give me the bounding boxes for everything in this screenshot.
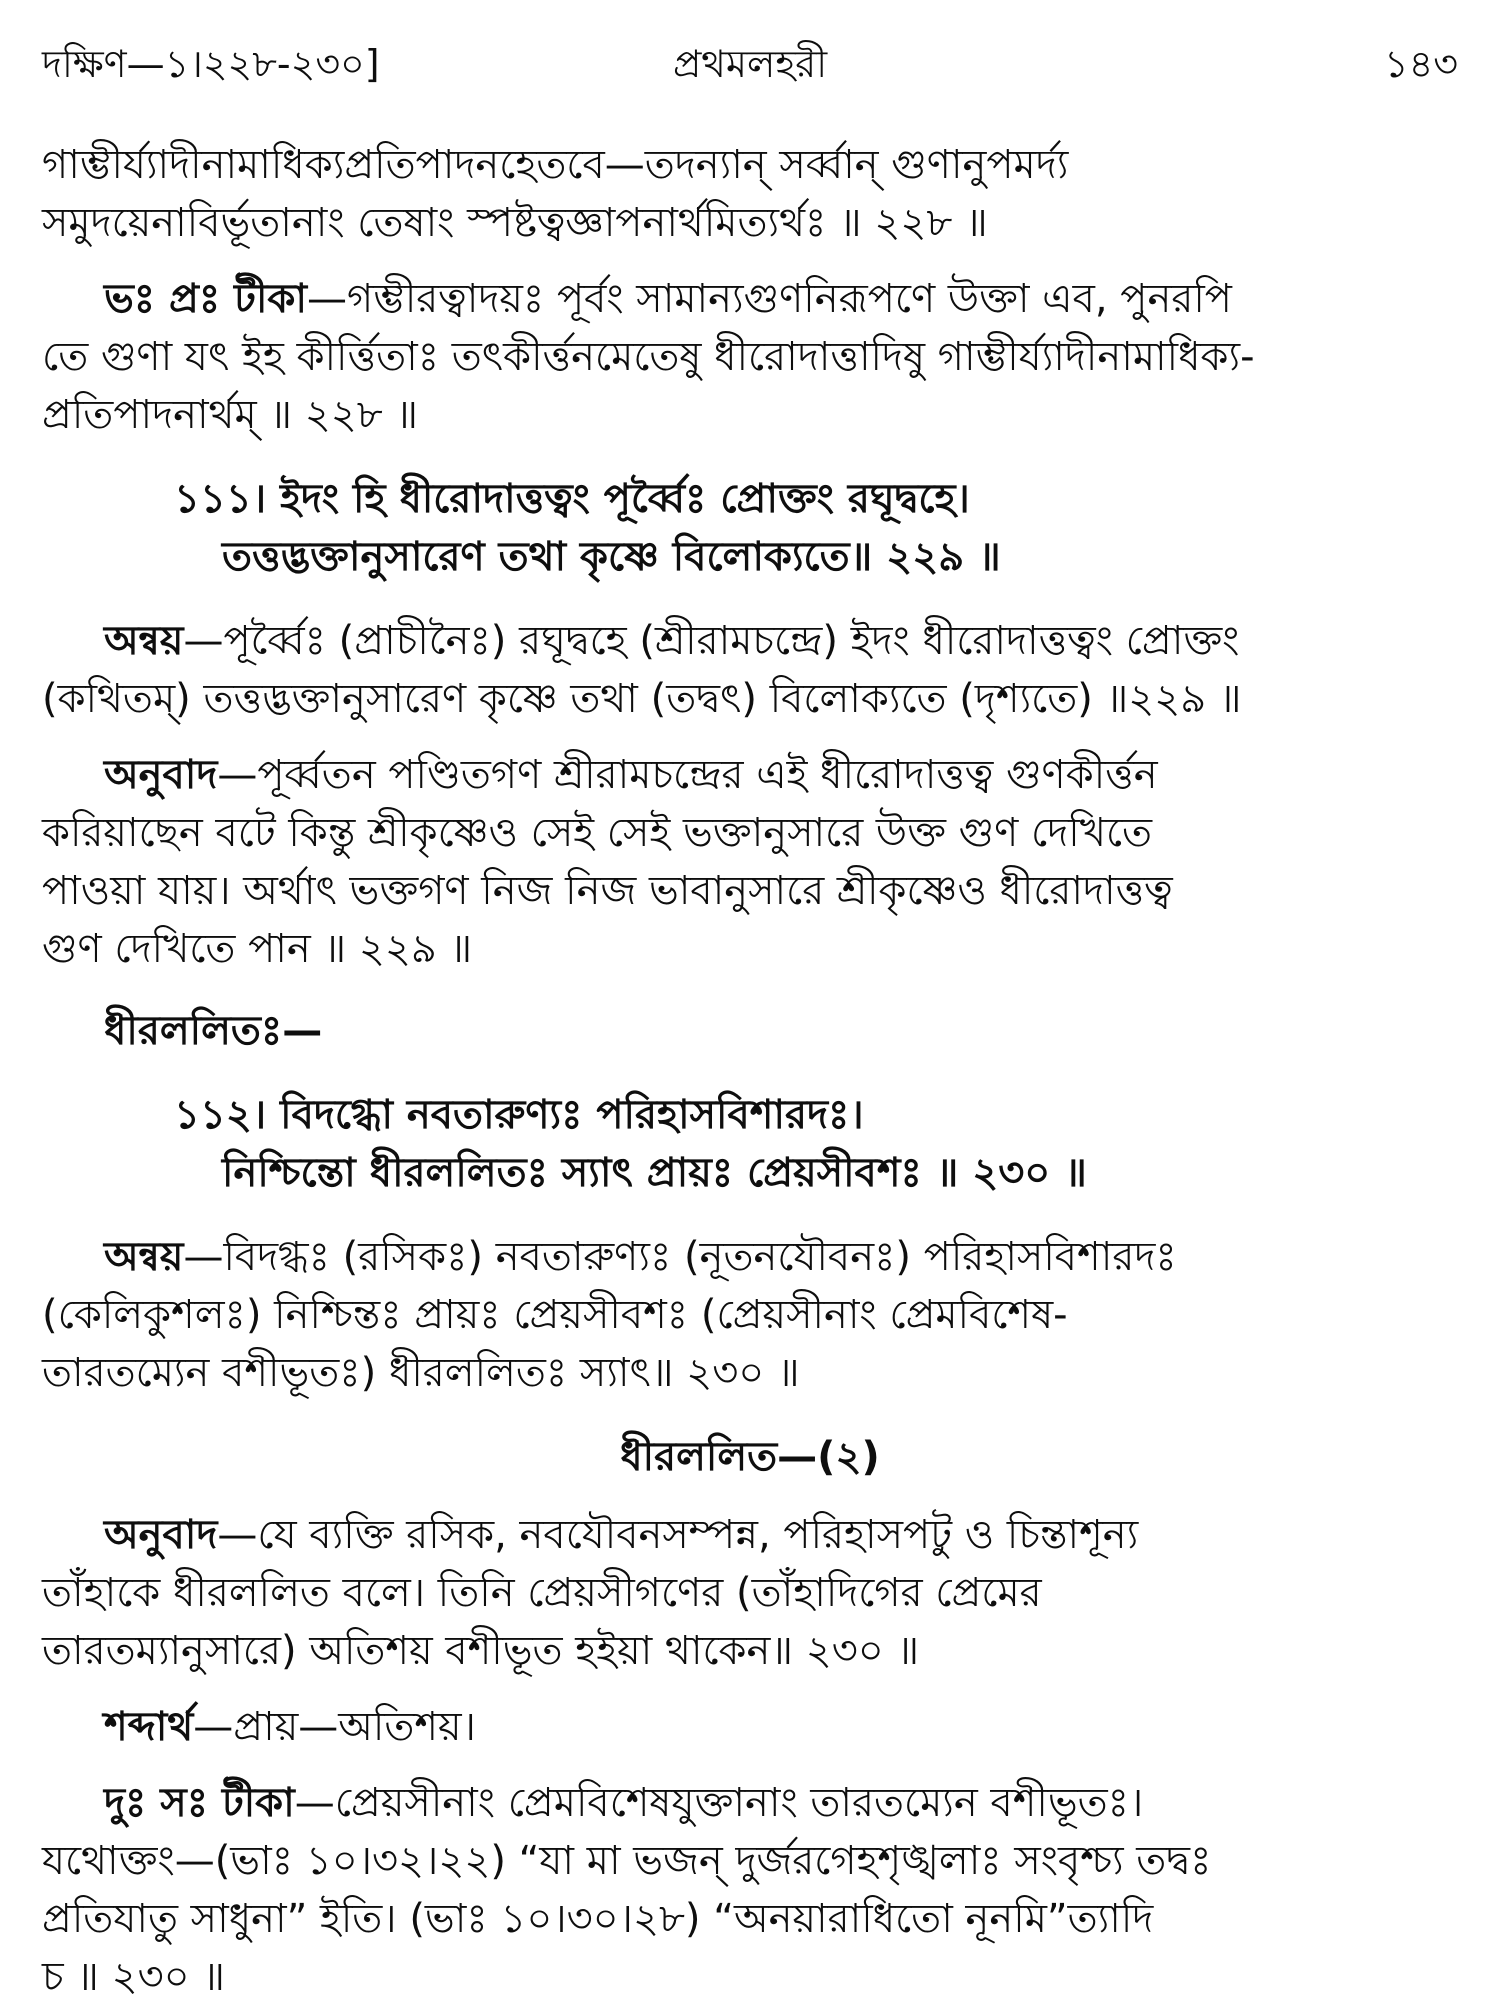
- text-line: করিয়াছেন বটে কিন্তু শ্রীকৃষ্ণেও সেই সেই ভক্তানুসারে উক্ত গুণ দেখিতে: [42, 809, 1153, 856]
- header-chapter-title: প্রথমলহরী: [672, 42, 828, 86]
- paragraph-lead-term: অন্বয়: [104, 617, 184, 664]
- heading-dhiralalita-2: [42, 1428, 1458, 1486]
- header-section-reference: দক্ষিণ—১।২২৮-২৩০]: [42, 42, 380, 86]
- text-line: অনুবাদ—পূর্ব্বতন পণ্ডিতগণ শ্রীরামচন্দ্রের এই ধীরোদাত্তত্ব গুণকীর্ত্তন: [104, 751, 1158, 798]
- text-line: শব্দার্থ—প্রায়—অতিশয়।: [104, 1703, 476, 1750]
- text-line: পাওয়া যায়। অর্থাৎ ভক্তগণ নিজ নিজ ভাবানুসারে শ্রীকৃষ্ণেও ধীরোদাত্তত্ব: [42, 867, 1173, 914]
- text-line: চ ॥ ২৩০ ॥: [42, 1953, 226, 2000]
- paragraph-lead-term: অনুবাদ: [104, 1511, 218, 1558]
- page-number: ১৪৩: [1383, 42, 1458, 86]
- anubad-229: [42, 746, 1458, 978]
- paragraph-lead-term: দুঃ সঃ টীকা: [104, 1779, 295, 1826]
- text-line: (কেলিকুশলঃ) নিশ্চিন্তঃ প্রায়ঃ প্রেয়সীবশঃ (প্রেয়সীনাং প্রেমবিশেষ-: [42, 1291, 1068, 1338]
- paragraph-lead-term: অনুবাদ: [104, 751, 218, 798]
- text-line: তাঁহাকে ধীরললিত বলে। তিনি প্রেয়সীগণের (তাঁহাদিগের প্রেমের: [42, 1569, 1042, 1616]
- text-line: ধীরললিত—(২): [620, 1433, 880, 1480]
- paragraph-lead-term: অন্বয়: [104, 1233, 184, 1280]
- text-line: সমুদয়েনাবির্ভূতানাং তেষাং স্পষ্টত্বজ্ঞাপনার্থমিত্যর্থঃ ॥ ২২৮ ॥: [42, 199, 988, 246]
- text-line: গাম্ভীর্য্যাদীনামাধিক্যপ্রতিপাদনহেতবে—তদন্যান্ সর্ব্বান্ গুণানুপমর্দ্য: [42, 141, 1069, 188]
- text-line: অন্বয়—পূর্ব্বৈঃ (প্রাচীনৈঃ) রঘূদ্বহে (শ্রীরামচন্দ্রে) ইদং ধীরোদাত্তত্বং প্রোক্তং: [104, 617, 1240, 664]
- text-line: যথোক্তং—(ভাঃ ১০।৩২।২২) “যা মা ভজন্‌ দুর্জরগেহশৃঙ্খলাঃ সংবৃশ্চ্য তদ্বঃ: [42, 1837, 1212, 1884]
- anubad-230: [42, 1506, 1458, 1680]
- text-line: ধীরললিতঃ—: [104, 1007, 323, 1054]
- text-line: (কথিতম্‌) তত্তদ্ভক্তানুসারেণ কৃষ্ণে তথা (তদ্বৎ) বিলোক্যতে (দৃশ্যতে) ॥২২৯ ॥: [42, 675, 1242, 722]
- text-line: প্রতিপাদনার্থম্‌ ॥ ২২৮ ॥: [42, 391, 419, 438]
- text-line: দুঃ সঃ টীকা—প্রেয়সীনাং প্রেমবিশেষযুক্তানাং তারতম্যেন বশীভূতঃ।: [104, 1779, 1144, 1826]
- text-line: ১১১। ইদং হি ধীরোদাত্তত্বং পূর্ব্বৈঃ প্রোক্তং রঘূদ্বহে।: [174, 475, 970, 522]
- text-line: অনুবাদ—যে ব্যক্তি রসিক, নবযৌবনসম্পন্ন, পরিহাসপটু ও চিন্তাশূন্য: [104, 1511, 1139, 1558]
- text-line: তে গুণা যৎ ইহ কীর্ত্তিতাঃ তৎকীর্ত্তনমেতেষু ধীরোদাত্তাদিষু গাম্ভীর্য্যাদীনামাধিক্য-: [42, 333, 1255, 380]
- bhah-prah-tika-228: [42, 270, 1458, 444]
- paragraph-lead-term: শব্দার্থ: [104, 1703, 194, 1750]
- text-line: অন্বয়—বিদগ্ধঃ (রসিকঃ) নবতারুণ্যঃ (নূতনযৌবনঃ) পরিহাসবিশারদঃ: [104, 1233, 1177, 1280]
- anvaya-230: [42, 1228, 1458, 1402]
- commentary-228-continuation: [42, 136, 1458, 252]
- duh-sah-tika-230: [42, 1774, 1458, 2000]
- text-line: নিশ্চিন্তো ধীরললিতঃ স্যাৎ প্রায়ঃ প্রেয়সীবশঃ ॥ ২৩০ ॥: [222, 1149, 1087, 1196]
- text-blocks: [42, 136, 1458, 2000]
- text-line: তত্তদ্ভক্তানুসারেণ তথা কৃষ্ণে বিলোক্যতে॥ ২২৯ ॥: [222, 533, 1001, 580]
- text-line: ভঃ প্রঃ টীকা—গম্ভীরত্বাদয়ঃ পূর্বং সামান্যগুণনিরূপণে উক্তা এব, পুনরপি: [104, 275, 1232, 322]
- verse-111: [42, 470, 1458, 586]
- section-label-dhiralalitah: [42, 1002, 1458, 1060]
- anvaya-229: [42, 612, 1458, 728]
- text-line: তারতম্যেন বশীভূতঃ) ধীরললিতঃ স্যাৎ॥ ২৩০ ॥: [42, 1349, 800, 1396]
- text-line: ১১২। বিদগ্ধো নবতারুণ্যঃ পরিহাসবিশারদঃ।: [174, 1091, 864, 1138]
- verse-112: [42, 1086, 1458, 1202]
- paragraph-lead-term: ভঃ প্রঃ টীকা: [104, 275, 307, 322]
- running-head: [42, 42, 1458, 88]
- shabdartha: [42, 1698, 1458, 1756]
- text-line: তারতম্যানুসারে) অতিশয় বশীভূত হইয়া থাকেন॥ ২৩০ ॥: [42, 1627, 920, 1674]
- text-line: প্রতিযাতু সাধুনা” ইতি। (ভাঃ ১০।৩০।২৮) “অনয়ারাধিতো নূনমি”ত্যাদি: [42, 1895, 1154, 1942]
- text-line: গুণ দেখিতে পান ॥ ২২৯ ॥: [42, 925, 473, 972]
